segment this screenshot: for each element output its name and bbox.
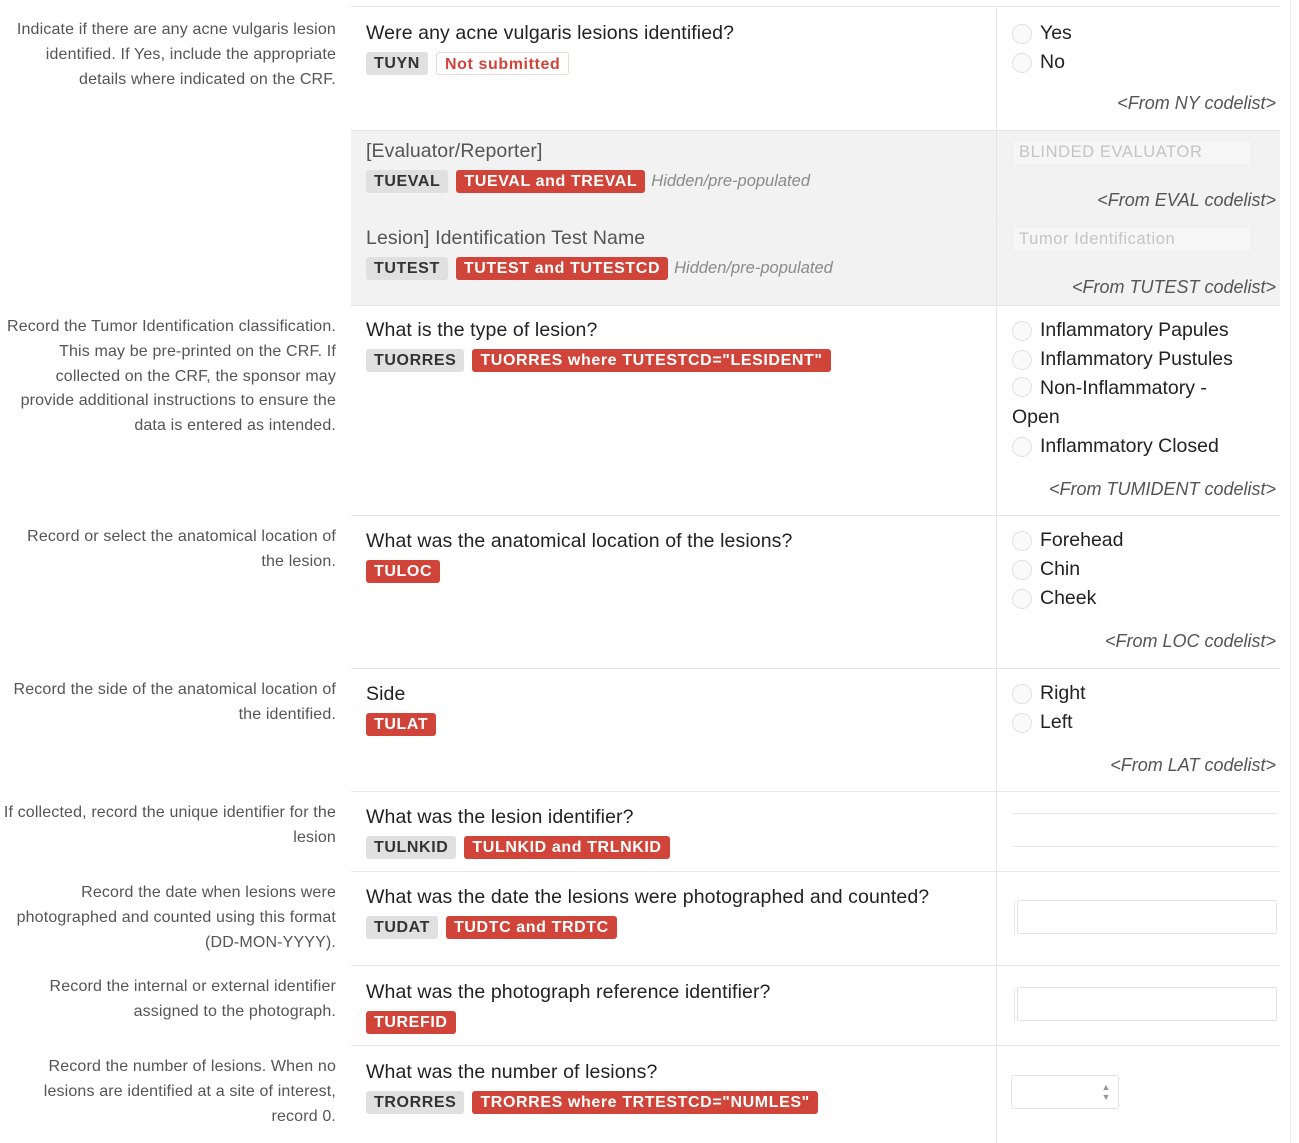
sdtm-variable-tag: TUREFID (366, 1011, 456, 1034)
question-cell (351, 6, 996, 130)
radio-group (1012, 526, 1276, 613)
radio-group (1012, 679, 1276, 737)
row-acne-identified (0, 6, 1299, 130)
table-right-border (1290, 0, 1291, 1143)
cdash-variable-tag: TULNKID (366, 836, 456, 859)
variable-tags (366, 348, 996, 372)
answer-cell (996, 791, 1280, 871)
answer-cell (996, 515, 1280, 668)
field-divider (1014, 901, 1015, 935)
question-text: [Evaluator/Reporter] (366, 140, 543, 162)
completion-instructions: Record the side of the anatomical location of the identified. (13, 681, 336, 723)
radio-option-cheek[interactable] (1012, 584, 1276, 613)
sdtm-variable-tag: TUTEST and TUTESTCD (456, 257, 668, 280)
answer-cell (996, 217, 1280, 305)
radio-circle-icon[interactable] (1012, 377, 1032, 397)
radio-circle-icon[interactable] (1012, 531, 1032, 551)
codelist-label: <From LOC codelist> (1104, 631, 1276, 651)
question-cell (351, 305, 996, 515)
codelist-label: <From TUMIDENT codelist> (1048, 479, 1276, 499)
sdtm-variable-tag: TULOC (366, 560, 440, 583)
question-cell (351, 668, 996, 791)
question-cell (351, 515, 996, 668)
row-test-name (0, 217, 1299, 305)
cdash-variable-tag: TUYN (366, 52, 428, 75)
radio-option-right[interactable] (1012, 679, 1276, 708)
sdtm-variable-tag: TUEVAL and TREVAL (456, 170, 645, 193)
codelist-label: <From TUTEST codelist> (1071, 277, 1276, 297)
radio-circle-icon[interactable] (1012, 24, 1032, 44)
question-text: What was the date the lesions were photographed and counted? (366, 886, 930, 908)
sdtm-variable-tag: TULAT (366, 713, 436, 736)
variable-tags (366, 712, 996, 736)
radio-group (1012, 19, 1276, 77)
completion-instructions: Record or select the anatomical location of the lesion. (27, 528, 336, 570)
question-text: What was the anatomical location of the lesions? (366, 530, 793, 552)
answer-cell (996, 668, 1280, 791)
lesion-identifier-input-bottom[interactable] (1013, 846, 1278, 847)
sdtm-variable-tag: TULNKID and TRLNKID (464, 836, 669, 859)
photo-reference-input[interactable] (1017, 987, 1277, 1021)
question-cell (351, 1045, 996, 1143)
completion-instructions: If collected, record the unique identifier for the lesion (3, 804, 336, 846)
codelist-label: <From NY codelist> (1117, 93, 1276, 113)
sdtm-variable-tag: TUORRES where TUTESTCD="LESIDENT" (472, 349, 830, 372)
radio-circle-icon[interactable] (1012, 350, 1032, 370)
sdtm-variable-tag: TUDTC and TRDTC (446, 916, 617, 939)
option-label: Inflammatory Papules (1040, 319, 1229, 341)
question-text: What was the number of lesions? (366, 1061, 658, 1083)
radio-circle-icon[interactable] (1012, 437, 1032, 457)
cdash-variable-tag: TUTEST (366, 257, 448, 280)
radio-circle-icon[interactable] (1012, 560, 1032, 580)
prefilled-value: Tumor Identification (1012, 227, 1252, 252)
completion-instructions (0, 217, 340, 305)
variable-tags (366, 1090, 996, 1114)
completion-instructions: Record the Tumor Identification classification. This may be pre-printed on the CRF. If collected on the CRF, the sponsor may provide additional instructions to ensure the data is entered as intended. (7, 318, 336, 435)
variable-tags (366, 51, 996, 75)
hidden-note: Hidden/pre-populated (674, 258, 833, 277)
variable-tags (366, 169, 996, 193)
radio-option-inflammatory-papules[interactable] (1012, 316, 1276, 345)
field-divider (1014, 988, 1015, 1022)
question-cell (351, 871, 996, 965)
question-text: What was the photograph reference identifier? (366, 981, 771, 1003)
option-label: No (1040, 51, 1065, 73)
row-lesion-type (0, 305, 1299, 515)
cdash-variable-tag: TUEVAL (366, 170, 448, 193)
codelist-label: <From EVAL codelist> (1097, 190, 1276, 210)
radio-circle-icon[interactable] (1012, 589, 1032, 609)
radio-circle-icon[interactable] (1012, 321, 1032, 341)
radio-option-yes[interactable] (1012, 19, 1276, 48)
option-label: Yes (1040, 22, 1072, 44)
answer-cell (996, 6, 1280, 130)
question-text: Side (366, 683, 406, 705)
radio-circle-icon[interactable] (1012, 53, 1032, 73)
sdtm-variable-tag: TRORRES where TRTESTCD="NUMLES" (472, 1091, 817, 1114)
variable-tags (366, 559, 996, 583)
option-label: Right (1040, 682, 1086, 704)
radio-option-chin[interactable] (1012, 555, 1276, 584)
row-evaluator (0, 130, 1299, 217)
answer-cell (996, 305, 1280, 515)
question-cell (351, 130, 996, 217)
option-label: Non-Inflammatory - Open (1012, 377, 1207, 428)
row-lesion-identifier (0, 791, 1299, 871)
completion-instructions: Record the internal or external identifier assigned to the photograph. (49, 978, 336, 1020)
radio-option-left[interactable] (1012, 708, 1276, 737)
option-label: Inflammatory Pustules (1040, 348, 1233, 370)
radio-circle-icon[interactable] (1012, 713, 1032, 733)
cdash-variable-tag: TRORRES (366, 1091, 464, 1114)
option-label: Chin (1040, 558, 1081, 580)
radio-option-forehead[interactable] (1012, 526, 1276, 555)
codelist-label: <From LAT codelist> (1110, 755, 1276, 775)
cdash-variable-tag: TUDAT (366, 916, 438, 939)
variable-tags (366, 256, 996, 280)
completion-instructions: Indicate if there are any acne vulgaris lesion identified. If Yes, include the appropriate details where indicated on the CRF. (16, 21, 336, 88)
option-label: Left (1040, 711, 1073, 733)
photo-date-input[interactable] (1017, 900, 1277, 934)
lesion-identifier-input-top[interactable] (1013, 813, 1278, 814)
variable-tags (366, 915, 996, 939)
completion-instructions (0, 130, 340, 217)
radio-circle-icon[interactable] (1012, 684, 1032, 704)
radio-option-no[interactable] (1012, 48, 1276, 77)
prefilled-value: BLINDED EVALUATOR (1012, 140, 1252, 165)
question-cell (351, 791, 996, 871)
radio-option-inflammatory-closed[interactable] (1012, 432, 1276, 461)
variable-tags (366, 1010, 996, 1034)
hidden-note: Hidden/pre-populated (651, 171, 810, 190)
question-cell (351, 217, 996, 305)
variable-tags (366, 835, 996, 859)
radio-group (1012, 316, 1276, 461)
option-label: Inflammatory Closed (1040, 435, 1219, 457)
completion-instructions: Record the date when lesions were photographed and counted using this format (DD-MON-YYYY). (16, 884, 336, 951)
row-anatomical-location (0, 515, 1299, 668)
stepper-arrows-icon[interactable]: ▲ ▼ (1101, 1082, 1111, 1102)
question-text: What was the lesion identifier? (366, 806, 634, 828)
answer-cell (996, 130, 1280, 217)
option-label: Forehead (1040, 529, 1124, 551)
question-text: Were any acne vulgaris lesions identified? (366, 22, 735, 44)
option-label: Cheek (1040, 587, 1097, 609)
question-text: Lesion] Identification Test Name (366, 227, 646, 249)
question-cell (351, 965, 996, 1045)
completion-instructions: Record the number of lesions. When no lesions are identified at a site of interest, record 0. (43, 1058, 336, 1125)
cdash-variable-tag: TUORRES (366, 349, 464, 372)
radio-option-non-inflammatory-open[interactable] (1012, 374, 1242, 432)
row-side (0, 668, 1299, 791)
question-text: What is the type of lesion? (366, 319, 598, 341)
lesion-count-stepper[interactable] (1011, 1075, 1119, 1109)
radio-option-inflammatory-pustules[interactable] (1012, 345, 1276, 374)
sdtm-status-tag: Not submitted (436, 52, 569, 75)
